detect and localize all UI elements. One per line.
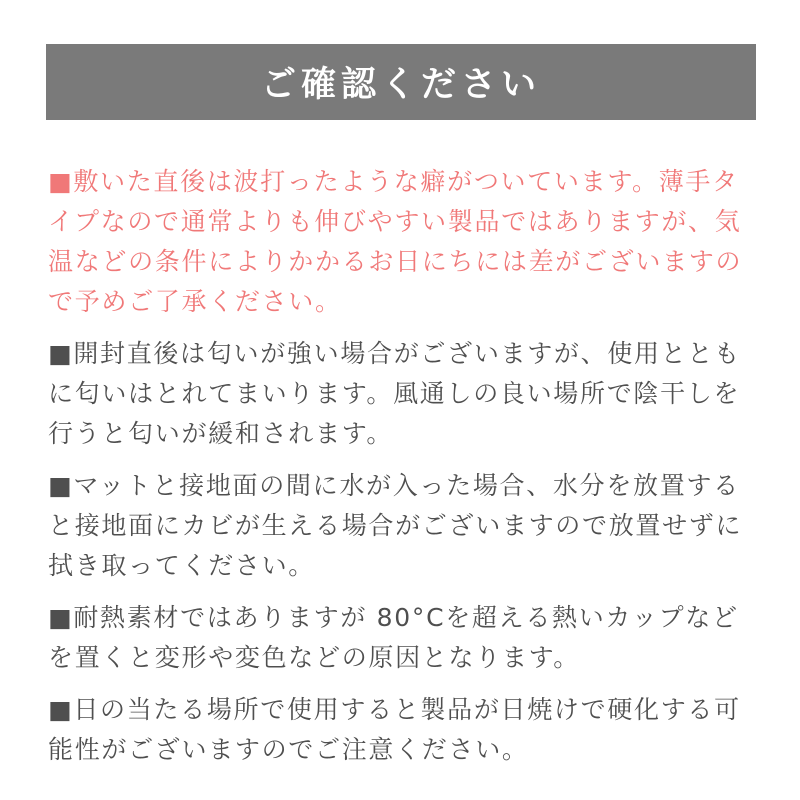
notes-list <box>48 162 758 782</box>
note-heat: ■耐熱素材ではありますが 80°Cを超える熱いカップなどを置くと変形や変色などの原因となります。 <box>48 603 739 672</box>
header-banner <box>46 44 756 120</box>
note-odor: ■開封直後は匂いが強い場合がございますが、使用とともに匂いはとれてまいります。風通しの良い場所で陰干しを行うと匂いが緩和されます。 <box>48 339 741 448</box>
note-sunlight: ■日の当たる場所で使用すると製品が日焼けで硬化する可能性がございますのでご注意ください。 <box>48 695 741 764</box>
note-mold: ■マットと接地面の間に水が入った場合、水分を放置すると接地面にカビが生える場合がございますので放置せずに拭き取ってください。 <box>48 471 743 580</box>
page-title: ご確認ください <box>260 65 541 105</box>
note-wrinkle: ■敷いた直後は波打ったような癖がついています。薄手タイプなので通常よりも伸びやすい製品ではありますが、気温などの条件によりかかるお日にちには差がございますので予めご了承ください。 <box>48 167 743 316</box>
